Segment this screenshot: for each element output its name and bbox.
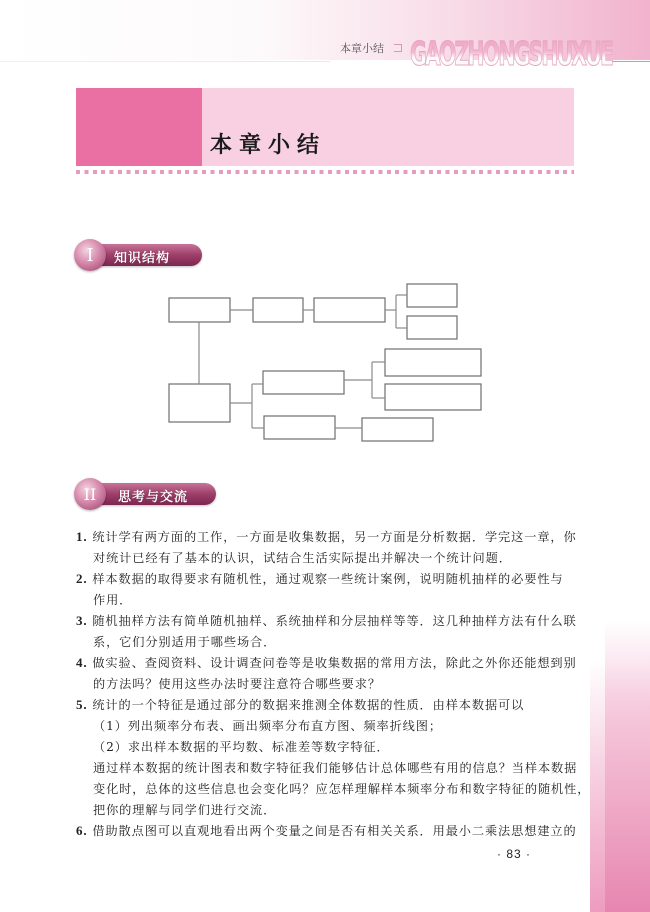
section-numeral: I (86, 244, 94, 266)
question-number: 1. (76, 529, 88, 544)
question-text: 的方法吗？使用这些办法时要注意符合哪些要求？ (93, 677, 381, 691)
diagram-box (362, 418, 433, 441)
section-title: 思考与交流 (118, 490, 189, 505)
brand-wordmark: GAOZHONGSHUXUE (410, 34, 613, 73)
roman-numeral-badge-icon (74, 478, 106, 510)
diagram-box (169, 298, 230, 322)
question-text: 统计的一个特征是通过部分的数据来推测全体数据的性质．由样本数据可以 (92, 698, 525, 712)
question-number: 6. (76, 823, 88, 838)
question-1 (76, 526, 596, 569)
question-6 (76, 820, 596, 842)
question-text: 借助散点图可以直观地看出两个变量之间是否有相关关系．用最小二乘法思想建立的 (92, 824, 577, 838)
page-number: · 83 · (497, 847, 532, 861)
question-subitem: （2）求出样本数据的平均数、标准差等数字特征． (93, 740, 390, 754)
question-number: 5. (76, 697, 88, 712)
diagram-box (314, 298, 385, 322)
section-title: 知识结构 (114, 251, 171, 266)
chapter-title: 本章小结 (210, 133, 327, 158)
question-number: 4. (76, 655, 88, 670)
question-text: 把你的理解与同学们进行交流． (93, 803, 277, 817)
diagram-box (385, 349, 481, 376)
diagram-box (263, 371, 344, 394)
section-numeral: II (83, 484, 97, 504)
question-3 (76, 610, 596, 653)
diagram-box (385, 384, 481, 410)
question-text: 系，它们分别适用于哪些场合． (93, 635, 277, 649)
question-subitem: （1）列出频率分布表、画出频率分布直方图、频率折线图； (93, 719, 442, 733)
question-text: 作用． (93, 593, 133, 607)
question-text: 统计学有两方面的工作，一方面是收集数据，另一方面是分析数据．学完这一章，你 (92, 530, 577, 544)
question-4 (76, 652, 596, 695)
question-text: 做实验、查阅资料、设计调查问卷等是收集数据的常用方法，除此之外你还能想到别 (92, 656, 577, 670)
question-5 (76, 694, 596, 821)
question-text: 通过样本数据的统计图表和数字特征我们能够估计总体哪些有用的信息？当样本数据 (93, 761, 578, 775)
question-number: 2. (76, 571, 88, 586)
question-2 (76, 568, 596, 611)
diagram-box (264, 416, 335, 439)
diagram-box (169, 384, 230, 422)
question-text: 变化时，总体的这些信息也会变化吗？应怎样理解样本频率分布和数字特征的随机性， (93, 782, 591, 796)
question-text: 随机抽样方法有简单随机抽样、系统抽样和分层抽样等等．这几种抽样方法有什么联 (92, 614, 577, 628)
question-text: 对统计已经有了基本的认识，试结合生活实际提出并解决一个统计问题． (93, 551, 512, 565)
question-number: 3. (76, 613, 88, 628)
running-title: 本章小结 (340, 42, 384, 55)
diagram-box (407, 284, 457, 307)
question-text: 样本数据的取得要求有随机性，通过观察一些统计案例，说明随机抽样的必要性与 (92, 572, 564, 586)
diagram-box (407, 316, 457, 339)
diagram-box (253, 298, 303, 322)
